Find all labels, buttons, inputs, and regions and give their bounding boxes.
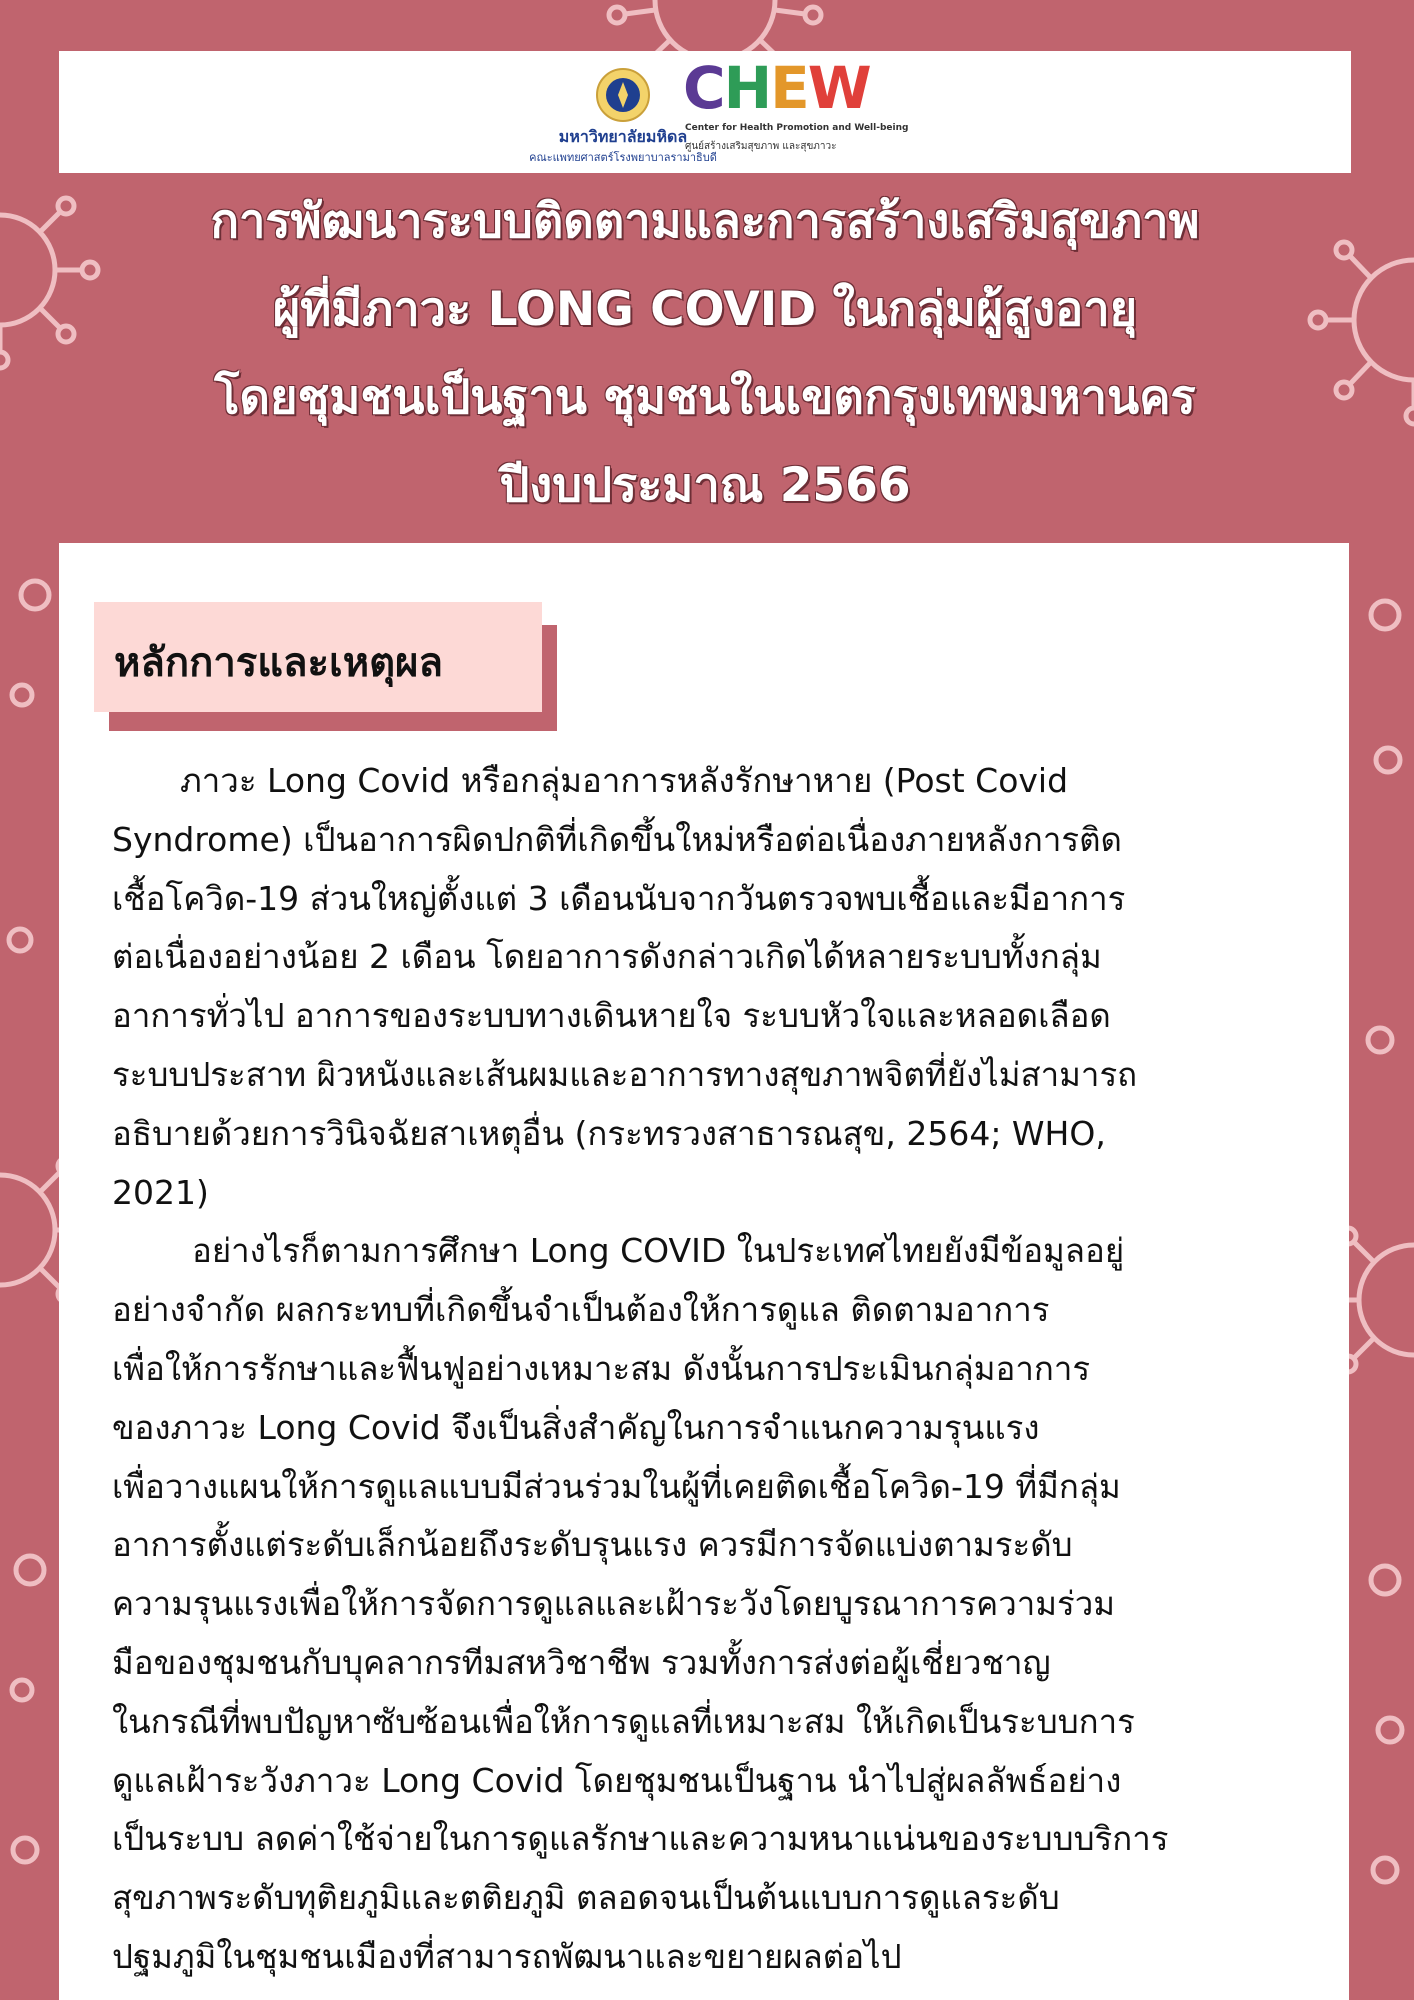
paragraph-line: เชื้อโควิด-19 ส่วนใหญ่ตั้งแต่ 3 เดือนนับจากวันตรวจพบเชื้อและมีอาการ bbox=[112, 878, 1126, 918]
paragraph-line: ต่อเนื่องอย่างน้อย 2 เดือน โดยอาการดังกล่าวเกิดได้หลายระบบทั้งกลุ่ม bbox=[112, 937, 1102, 977]
paragraph-line: อธิบายด้วยการวินิจฉัยสาเหตุอื่น (กระทรวงสาธารณสุข, 2564; WHO, bbox=[112, 1113, 1106, 1153]
section-heading bbox=[94, 602, 542, 712]
poster-title bbox=[59, 178, 1351, 530]
mahidol-seal-icon bbox=[595, 67, 651, 123]
paragraph-line: อาการตั้งแต่ระดับเล็กน้อยถึงระดับรุนแรง ควรมีการจัดแบ่งตามระดับ bbox=[112, 1525, 1073, 1565]
paragraph-line: 2021) bbox=[112, 1172, 209, 1212]
paragraph-line: ของภาวะ Long Covid จึงเป็นสิ่งสำคัญในการจำแนกความรุนแรง bbox=[112, 1407, 1040, 1447]
chew-subtitle-en: Center for Health Promotion and Well-being bbox=[685, 123, 909, 133]
paragraph-line: เพื่อให้การรักษาและฟื้นฟูอย่างเหมาะสม ดังนั้นการประเมินกลุ่มอาการ bbox=[112, 1348, 1091, 1388]
mahidol-faculty: คณะแพทยศาสตร์โรงพยาบาลรามาธิบดี bbox=[529, 151, 717, 164]
chew-subtitle-th: ศูนย์สร้างเสริมสุขภาพ และสุขภาวะ bbox=[685, 141, 837, 152]
chew-letter-h: H bbox=[723, 54, 771, 122]
paragraph-line: อย่างไรก็ตามการศึกษา Long COVID ในประเทศไทยยังมีข้อมูลอยู่ bbox=[192, 1231, 1125, 1271]
paragraph-line: สุขภาพระดับทุติยภูมิและตติยภูมิ ตลอดจนเป็นต้นแบบการดูแลระดับ bbox=[112, 1878, 1060, 1918]
section-heading-text: หลักการและเหตุผล bbox=[114, 640, 444, 686]
paragraph-line: ความรุนแรงเพื่อให้การจัดการดูแลและเฝ้าระวังโดยบูรณาการความร่วม bbox=[112, 1584, 1116, 1624]
chew-logo bbox=[683, 54, 909, 165]
mahidol-name: มหาวิทยาลัยมหิดล bbox=[558, 127, 688, 146]
logo-bar bbox=[59, 51, 1351, 173]
paragraph-line: อาการทั่วไป อาการของระบบทางเดินหายใจ ระบบหัวใจและหลอดเลือด bbox=[112, 996, 1111, 1036]
chew-wordmark bbox=[683, 54, 870, 122]
paragraph-line: Syndrome) เป็นอาการผิดปกติที่เกิดขึ้นใหม่หรือต่อเนื่องภายหลังการติด bbox=[112, 819, 1122, 859]
chew-letter-w: W bbox=[807, 54, 870, 122]
title-line: การพัฒนาระบบติดตามและการสร้างเสริมสุขภาพ bbox=[210, 194, 1200, 249]
title-line: ผู้ที่มีภาวะ LONG COVID ในกลุ่มผู้สูงอายุ bbox=[272, 282, 1138, 337]
chew-letter-c: C bbox=[683, 54, 724, 122]
paragraph-line: ปฐมภูมิในชุมชนเมืองที่สามารถพัฒนาและขยายผลต่อไป bbox=[112, 1936, 902, 1976]
paragraph-line: เป็นระบบ ลดค่าใช้จ่ายในการดูแลรักษาและความหนาแน่นของระบบบริการ bbox=[112, 1819, 1169, 1859]
paragraph-line: ในกรณีที่พบปัญหาซับซ้อนเพื่อให้การดูแลที่เหมาะสม ให้เกิดเป็นระบบการ bbox=[112, 1701, 1135, 1741]
paragraph-line: มือของชุมชนกับบุคลากรทีมสหวิชาชีพ รวมทั้งการส่งต่อผู้เชี่ยวชาญ bbox=[112, 1642, 1051, 1682]
body-text bbox=[112, 752, 1337, 1987]
paragraph-line: ดูแลเฝ้าระวังภาวะ Long Covid โดยชุมชนเป็นฐาน นำไปสู่ผลลัพธ์อย่าง bbox=[112, 1760, 1122, 1800]
paragraph-line: ภาวะ Long Covid หรือกลุ่มอาการหลังรักษาหาย (Post Covid bbox=[180, 761, 1069, 800]
paragraph-line: ระบบประสาท ผิวหนังและเส้นผมและอาการทางสุขภาพจิตที่ยังไม่สามารถ bbox=[112, 1054, 1138, 1094]
title-line: โดยชุมชนเป็นฐาน ชุมชนในเขตกรุงเทพมหานคร bbox=[214, 370, 1196, 425]
title-line: ปีงบประมาณ 2566 bbox=[499, 458, 911, 513]
paragraph-line: อย่างจำกัด ผลกระทบที่เกิดขึ้นจำเป็นต้องให้การดูแล ติดตามอาการ bbox=[112, 1290, 1050, 1330]
chew-letter-e: E bbox=[770, 54, 808, 122]
paragraph-line: เพื่อวางแผนให้การดูแลแบบมีส่วนร่วมในผู้ที่เคยติดเชื้อโควิด-19 ที่มีกลุ่ม bbox=[112, 1466, 1121, 1506]
